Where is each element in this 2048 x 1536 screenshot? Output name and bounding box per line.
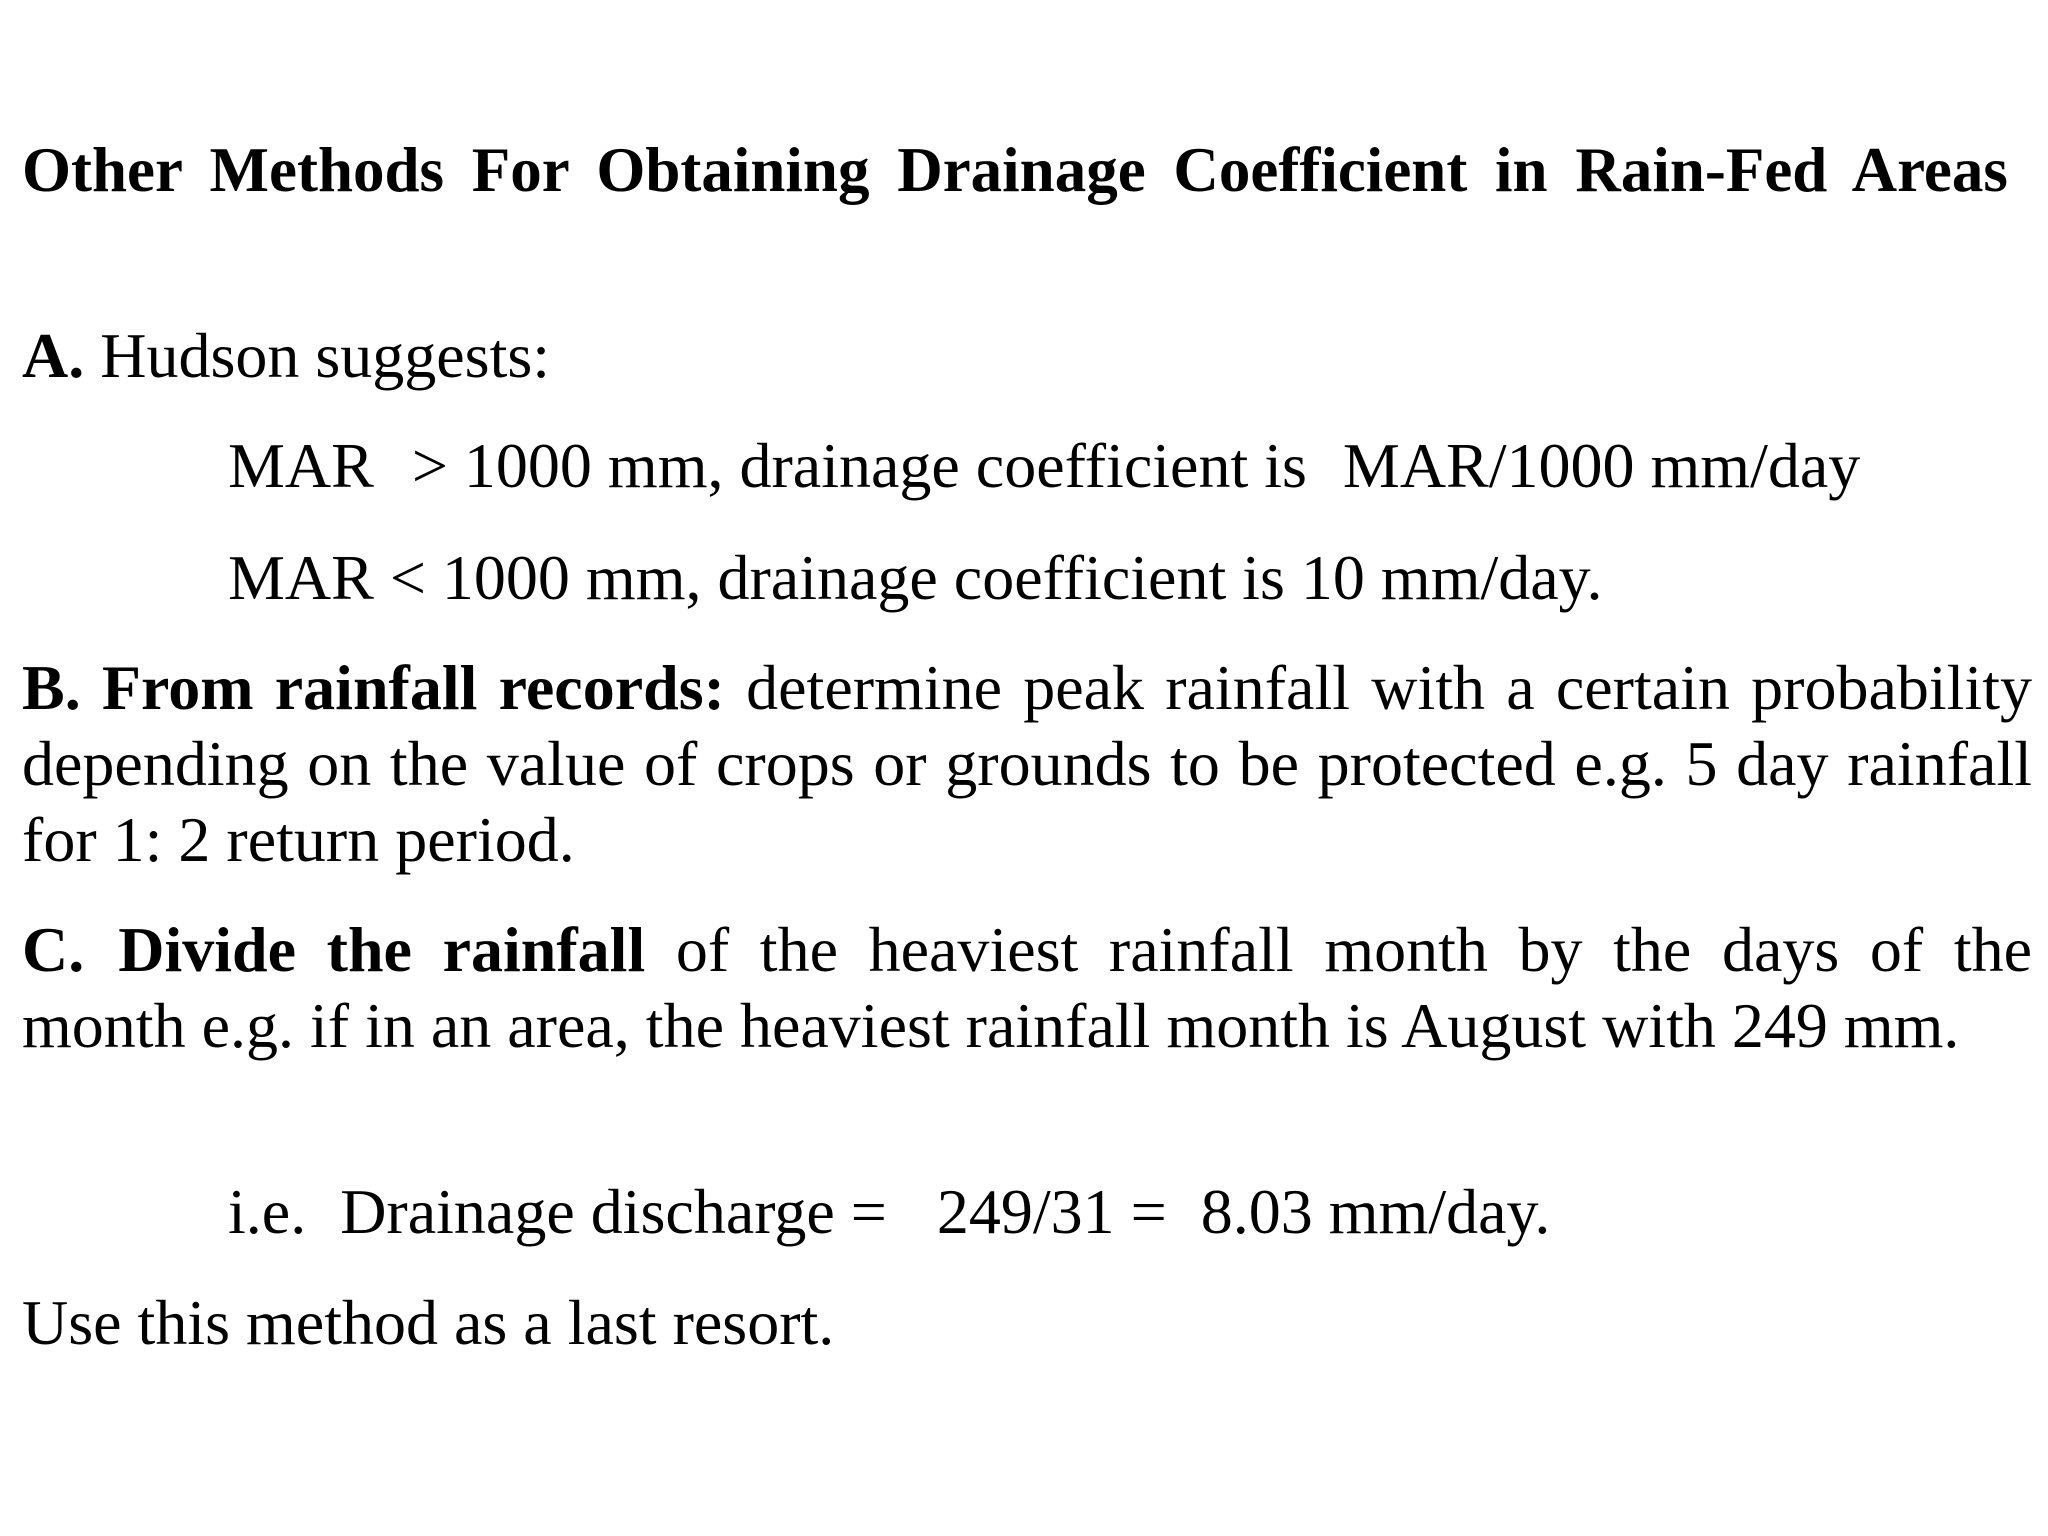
- equation-middle: 249/31 =: [936, 1176, 1167, 1247]
- section-b-text: determine peak rainfall with a certain probability depending on the value of crops or grounds to be protected e.g. 5 day rainfall for 1: 2 return period.: [22, 652, 2033, 875]
- section-b-label: B. From rainfall records:: [22, 652, 725, 723]
- rule-mar-greater: [228, 428, 1860, 504]
- rule-1-result: MAR/1000 mm/day: [1342, 430, 1861, 501]
- section-a-text: Hudson suggests:: [84, 320, 551, 391]
- section-c-label: C.: [22, 914, 85, 985]
- section-a-label: A.: [22, 320, 85, 391]
- equation-prefix: i.e.: [228, 1176, 307, 1247]
- slide-heading: Other Methods For Obtaining Drainage Coefficient in Rain-Fed Areas: [22, 135, 2008, 205]
- rule-1-condition: > 1000 mm, drainage coefficient is: [411, 430, 1307, 501]
- rule-1-mar: MAR: [228, 430, 374, 501]
- section-a-intro: [22, 318, 550, 394]
- closing-sentence: Use this method as a last resort.: [22, 1287, 835, 1358]
- section-c-paragraph: [22, 912, 2032, 1064]
- rule-mar-less: MAR < 1000 mm, drainage coefficient is 10 mm/day.: [228, 542, 1603, 613]
- drainage-equation: [228, 1174, 1550, 1250]
- equation-lhs: Drainage discharge =: [340, 1176, 887, 1247]
- section-c-text: of the heaviest rainfall month by the days of the month e.g. if in an area, the heaviest rainfall month is August with 249 mm.: [22, 914, 2032, 1061]
- section-b-paragraph: [22, 650, 2032, 878]
- section-c-bold: Divide the rainfall: [118, 914, 646, 985]
- equation-result: 8.03 mm/day.: [1200, 1176, 1551, 1247]
